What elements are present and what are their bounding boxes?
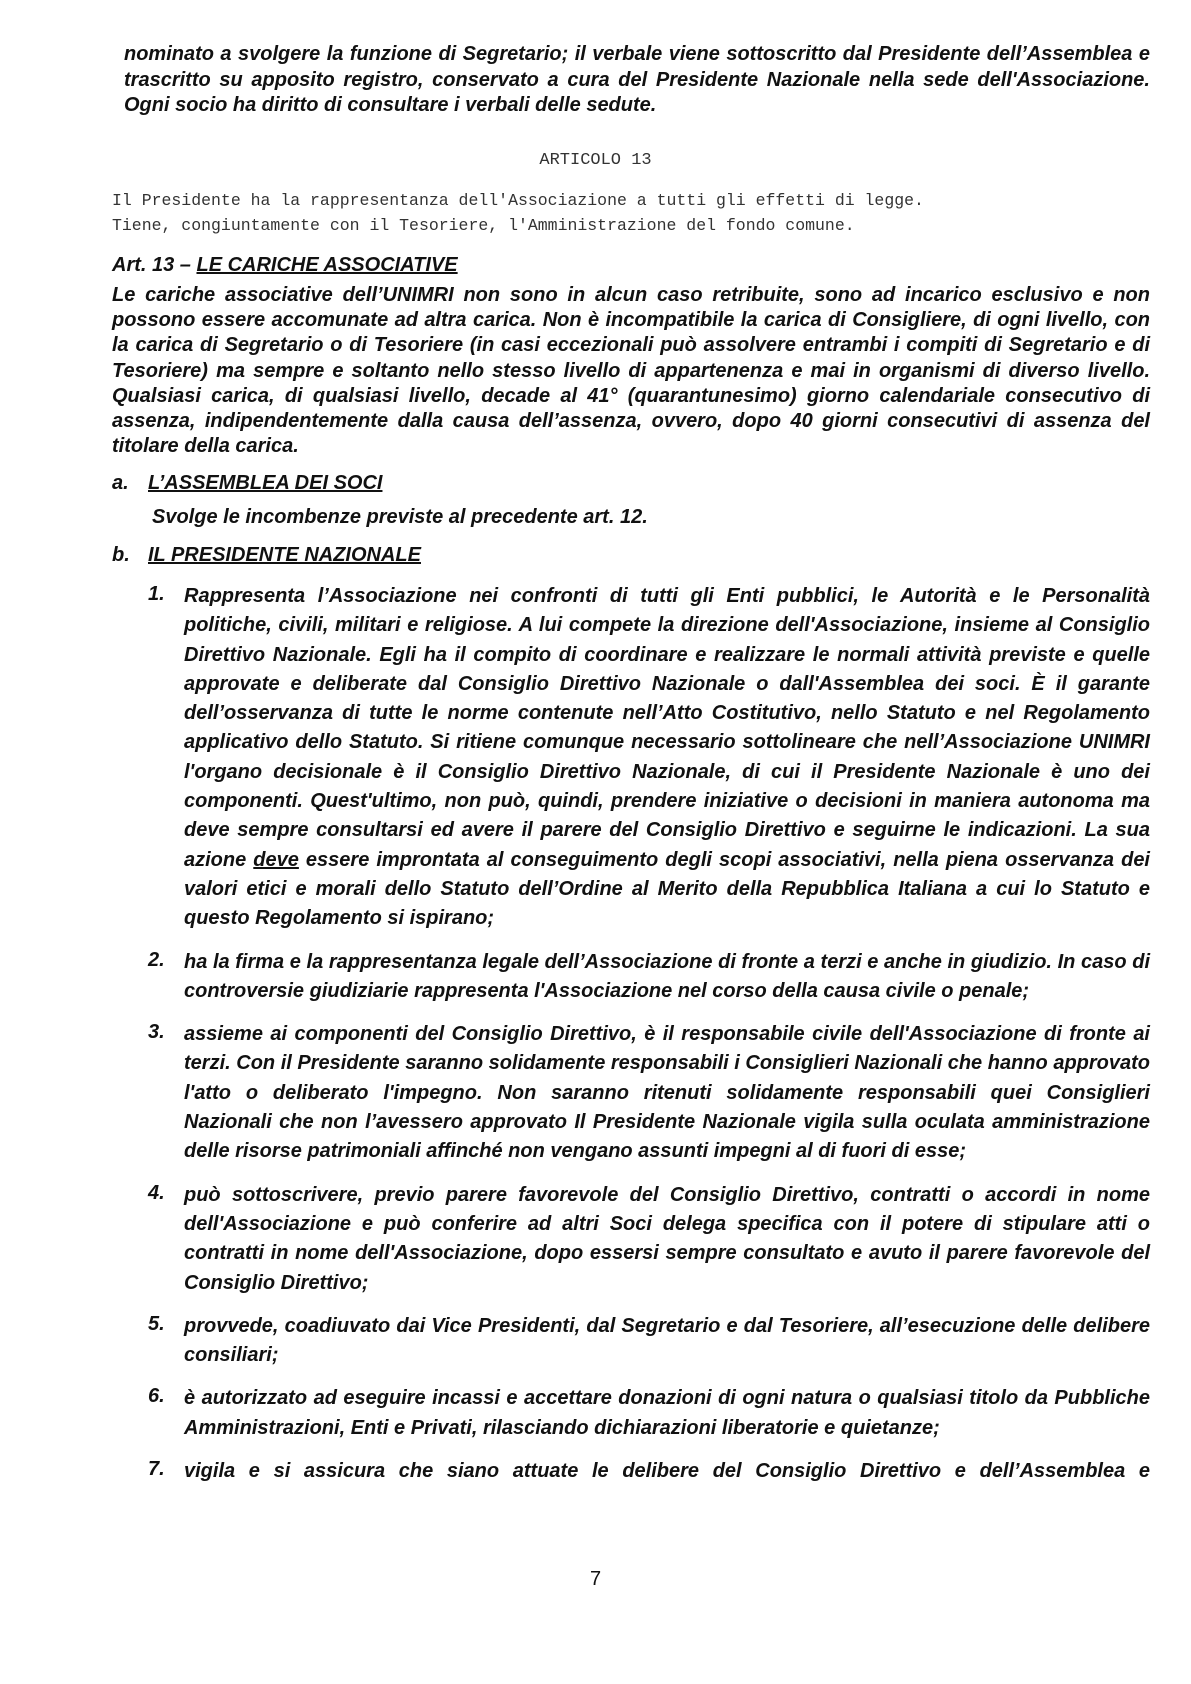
section-b-label: b. (112, 544, 130, 566)
item-text: può sottoscrivere, previo parere favorevole del Consiglio Direttivo, contratti o accordi in nome dell'Associazione e può conferire ad altri Soci delega specifica con il potere di stipulare atti o contratti in nome dell'Associazione, dopo essersi sempre consultato e avuto il parere favorevole del Consiglio Direttivo; (184, 1183, 1150, 1294)
item-number: 6. (148, 1385, 165, 1408)
old-article-text (112, 188, 1152, 238)
item-text: è autorizzato ad eseguire incassi e accettare donazioni di ogni natura o qualsiasi titolo da Pubbliche Amministrazioni, Enti e Privati, rilasciando dichiarazioni liberatorie e quietanze; (184, 1387, 1150, 1439)
item-text: provvede, coadiuvato dai Vice Presidenti, dal Segretario e dal Tesoriere, all’esecuzione delle delibere consiliari; (184, 1314, 1150, 1367)
article-body: Le cariche associative dell’UNIMRI non sono in alcun caso retribuite, sono ad incarico esclusivo e non possono essere accomunate ad altra carica. Non è incompatibile la carica di Consigliere, di ogni livello, con la carica di Segretario o di Tesoriere (in casi eccezionali può assolvere entrambi i compiti di Segretario e di Tesoriere) ma sempre e soltanto nello stesso livello di appartenenza e mai in organismi di diverso livello. Qualsiasi carica, di qualsiasi livello, decade al 41° (quarantunesimo) giorno calendariale consecutivo di assenza, indipendentemente dalla causa dell’assenza, ovvero, dopo 40 giorni consecutivi di assenza del titolare della carica. (112, 284, 1150, 458)
section-a-label: a. (112, 472, 129, 494)
item-text (184, 582, 1150, 934)
list-item (148, 582, 1150, 934)
item-text: ha la firma e la rappresentanza legale dell’Associazione di fronte a terzi e anche in giudizio. In caso di controversie giudiziarie rappresenta l'Associazione nel corso della causa civile o penale; (184, 950, 1150, 1002)
section-b-list (148, 582, 1150, 1500)
section-a-title: L’ASSEMBLEA DEI SOCI (148, 472, 383, 494)
list-item (148, 1020, 1150, 1166)
old-article-line-2: Tiene, congiuntamente con il Tesoriere, l'Amministrazione del fondo comune. (112, 216, 855, 235)
item-number: 3. (148, 1021, 165, 1044)
section-b-title: IL PRESIDENTE NAZIONALE (148, 544, 421, 566)
old-article-heading: ARTICOLO 13 (539, 151, 652, 170)
item-text-part: Rappresenta l’Associazione nei confronti di tutti gli Enti pubblici, le Autorità e le Personalità politiche, civili, militari e religiose. A lui compete la direzione dell'Associazione, insieme al Consiglio Direttivo Nazionale. Egli ha il compito di coordinare e realizzare le normali attività previste e quelle approvate e deliberate dal Consiglio Direttivo Nazionale o dall'Assemblea dei soci. È il garante dell’osservanza di tutte le norme contenute nell’Atto Costitutivo, nello Statuto e nel Regolamento applicativo dello Statuto. Si ritiene comunque necessario sottolineare che nell’Associazione UNIMRI l'organo decisionale è il Consiglio Direttivo Nazionale, di cui il Presidente Nazionale è uno dei componenti. Quest'ultimo, non può, quindi, prendere iniziative o decisioni in maniera autonoma ma deve sempre consultarsi ed avere il parere del Consiglio Direttivo e seguirne le indicazioni. La sua azione (184, 585, 1150, 871)
article-heading (112, 253, 458, 279)
page-number: 7 (589, 1568, 602, 1590)
item-number: 4. (148, 1181, 165, 1204)
item-text: assieme ai componenti del Consiglio Direttivo, è il responsabile civile dell'Associazione di fronte ai terzi. Con il Presidente saranno solidamente responsabili i Consiglieri Nazionali che hanno approvato l'atto o deliberato l'impegno. Non saranno ritenuti solidamente responsabili quei Consiglieri Nazionali che non l’avessero approvato Il Presidente Nazionale vigila sulla oculata amministrazione delle risorse patrimoniali affinché non vengano assunti impegni al di fuori di esse; (184, 1023, 1150, 1163)
intro-paragraph: nominato a svolgere la funzione di Segretario; il verbale viene sottoscritto dal Presidente dell’Assemblea e trascritto su apposito registro, conservato a cura del Presidente Nazionale nella sede dell'Associazione. Ogni socio ha diritto di consultare i verbali delle sedute. (124, 43, 1150, 116)
section-a-heading (112, 471, 382, 497)
article-prefix: Art. 13 – (112, 254, 197, 276)
item-number: 5. (148, 1312, 165, 1335)
old-article-line-1: Il Presidente ha la rappresentanza dell'Associazione a tutti gli effetti di legge. (112, 191, 924, 210)
list-item (148, 1181, 1150, 1298)
list-item (148, 1457, 1150, 1486)
list-item (148, 1384, 1150, 1443)
item-number: 7. (148, 1458, 165, 1481)
list-item (148, 948, 1150, 1007)
item-number: 2. (148, 948, 165, 971)
section-b-heading (112, 543, 421, 569)
item-text: vigila e si assicura che siano attuate le delibere del Consiglio Direttivo e dell’Assemblea e (184, 1460, 1150, 1483)
list-item (148, 1312, 1150, 1371)
item-number: 1. (148, 583, 165, 605)
article-title: LE CARICHE ASSOCIATIVE (196, 254, 458, 276)
section-a-text: Svolge le incombenze previste al precedente art. 12. (152, 506, 648, 528)
item-text-part: essere improntata al conseguimento degli scopi associativi, nella piena osservanza dei valori etici e morali dello Statuto dell’Ordine al Merito della Repubblica Italiana a cui lo Statuto e questo Regolamento si ispirano; (184, 848, 1150, 930)
underlined-word: deve (253, 848, 299, 871)
